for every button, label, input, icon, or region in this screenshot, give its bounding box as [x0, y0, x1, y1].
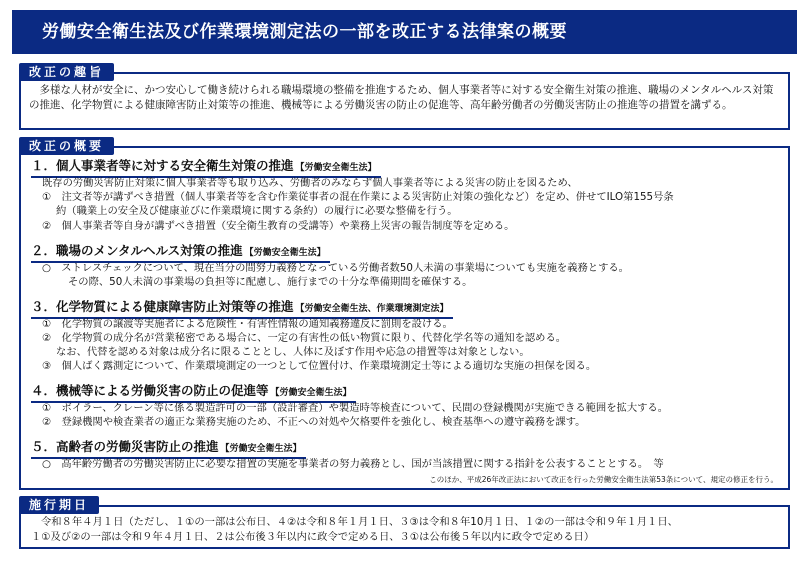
law-tag: 【労働安全衛生法、作業環境測定法】: [295, 304, 449, 314]
section-2-line: ○ ストレスチェックについて、現在当分の間努力義務となっている労働者数50人未満の事業場についても実施を義務とする。: [42, 262, 629, 274]
section-1-line: 既存の労働災害防止対策に個人事業者等も取り込み、労働者のみならず個人事業者等による災害の防止を図るため、: [42, 177, 578, 189]
section-heading-text: １．個人事業者等に対する安全衛生対策の推進: [31, 158, 294, 173]
law-tag: 【労働安全衛生法】: [244, 248, 326, 258]
section-4-heading: [31, 383, 356, 403]
section-heading-text: ４．機械等による労働災害の防止の促進等: [31, 383, 269, 398]
purpose-text: 多様な人材が安全に、かつ安心して働き続けられる職場環境の整備を推進するため、個人事業者等に対する安全衛生対策の推進、職場のメンタルヘルス対策の推進、化学物質による健康障害防止対策等の推進、機械等による労働災害の防止の促進等、高年齢労働者の労働災害防止の推進等の措置を講ずる。: [29, 84, 774, 111]
section-heading-text: ５．高齢者の労働災害防止の推進: [31, 439, 219, 454]
law-tag: 【労働安全衛生法】: [270, 388, 352, 398]
section-heading-text: ３．化学物質による健康障害防止対策等の推進: [31, 299, 294, 314]
section-4-line: ② 登録機関や検査業者の適正な業務実施のため、不正への対処や欠格要件を強化し、検査基準への遵守義務を課す。: [42, 416, 586, 428]
section-2-line: その際、50人未満の事業場の負担等に配慮し、施行までの十分な準備期間を確保する。: [68, 276, 473, 288]
effective-box: [19, 505, 790, 549]
effective-line: １①及び②の一部は令和９年４月１日、２は公布後３年以内に政令で定める日、３①は公布後５年以内に政令で定める日）: [31, 531, 595, 543]
section-3-line: なお、代替を認める対象は成分名に限ることとし、人体に及ぼす作用や応急の措置等は対象としない。: [56, 346, 530, 358]
section-3-line: ① 化学物質の譲渡等実施者による危険性・有害性情報の通知義務違反に罰則を設ける。: [42, 318, 453, 330]
outline-label: 改正の概要: [19, 137, 114, 155]
section-3-line: ③ 個人ばく露測定について、作業環境測定の一つとして位置付け、作業環境測定士等による適切な実施の担保を図る。: [42, 360, 597, 372]
section-1-line: ① 注文者等が講ずべき措置（個人事業者等を含む作業従事者の混在作業による災害防止対策の強化など）を定め、併せてILO第155号条: [42, 191, 674, 203]
section-1-line: ② 個人事業者等自身が講ずべき措置（安全衛生教育の受講等）や業務上災害の報告制度等を定める。: [42, 220, 515, 232]
supplementary-note: このほか、平成26年改正法において改正を行った労働安全衛生法第53条について、規定の修正を行う。: [429, 475, 778, 484]
section-heading-text: ２．職場のメンタルヘルス対策の推進: [31, 243, 243, 258]
outline-box: [19, 146, 790, 490]
effective-line: 令和８年４月１日（ただし、１①の一部は公布日、４②は令和８年１月１日、３③は令和８年10月１日、１②の一部は令和９年１月１日、: [41, 516, 678, 528]
section-3-heading: [31, 299, 453, 319]
section-5-line: ○ 高年齢労働者の労働災害防止に必要な措置の実施を事業者の努力義務とし、国が当該措置に関する指針を公表することとする。 等: [42, 458, 664, 470]
section-2-heading: [31, 243, 330, 263]
purpose-label: 改正の趣旨: [19, 63, 114, 81]
section-1-line: 約（職業上の安全及び健康並びに作業環境に関する条約）の履行に必要な整備を行う。: [56, 205, 458, 217]
effective-label: 施行期日: [19, 496, 99, 514]
page-title: 労働安全衛生法及び作業環境測定法の一部を改正する法律案の概要: [12, 10, 797, 54]
purpose-box: [19, 72, 790, 130]
section-5-heading: [31, 439, 306, 459]
section-3-line: ② 化学物質の成分名が営業秘密である場合に、一定の有害性の低い物質に限り、代替化学名等の通知を認める。: [42, 332, 567, 344]
section-1-heading: [31, 158, 381, 178]
law-tag: 【労働安全衛生法】: [295, 163, 377, 173]
section-4-line: ① ボイラー、クレーン等に係る製造許可の一部（設計審査）や製造時等検査について、民間の登録機関が実施できる範囲を拡大する。: [42, 402, 669, 414]
law-tag: 【労働安全衛生法】: [220, 444, 302, 454]
